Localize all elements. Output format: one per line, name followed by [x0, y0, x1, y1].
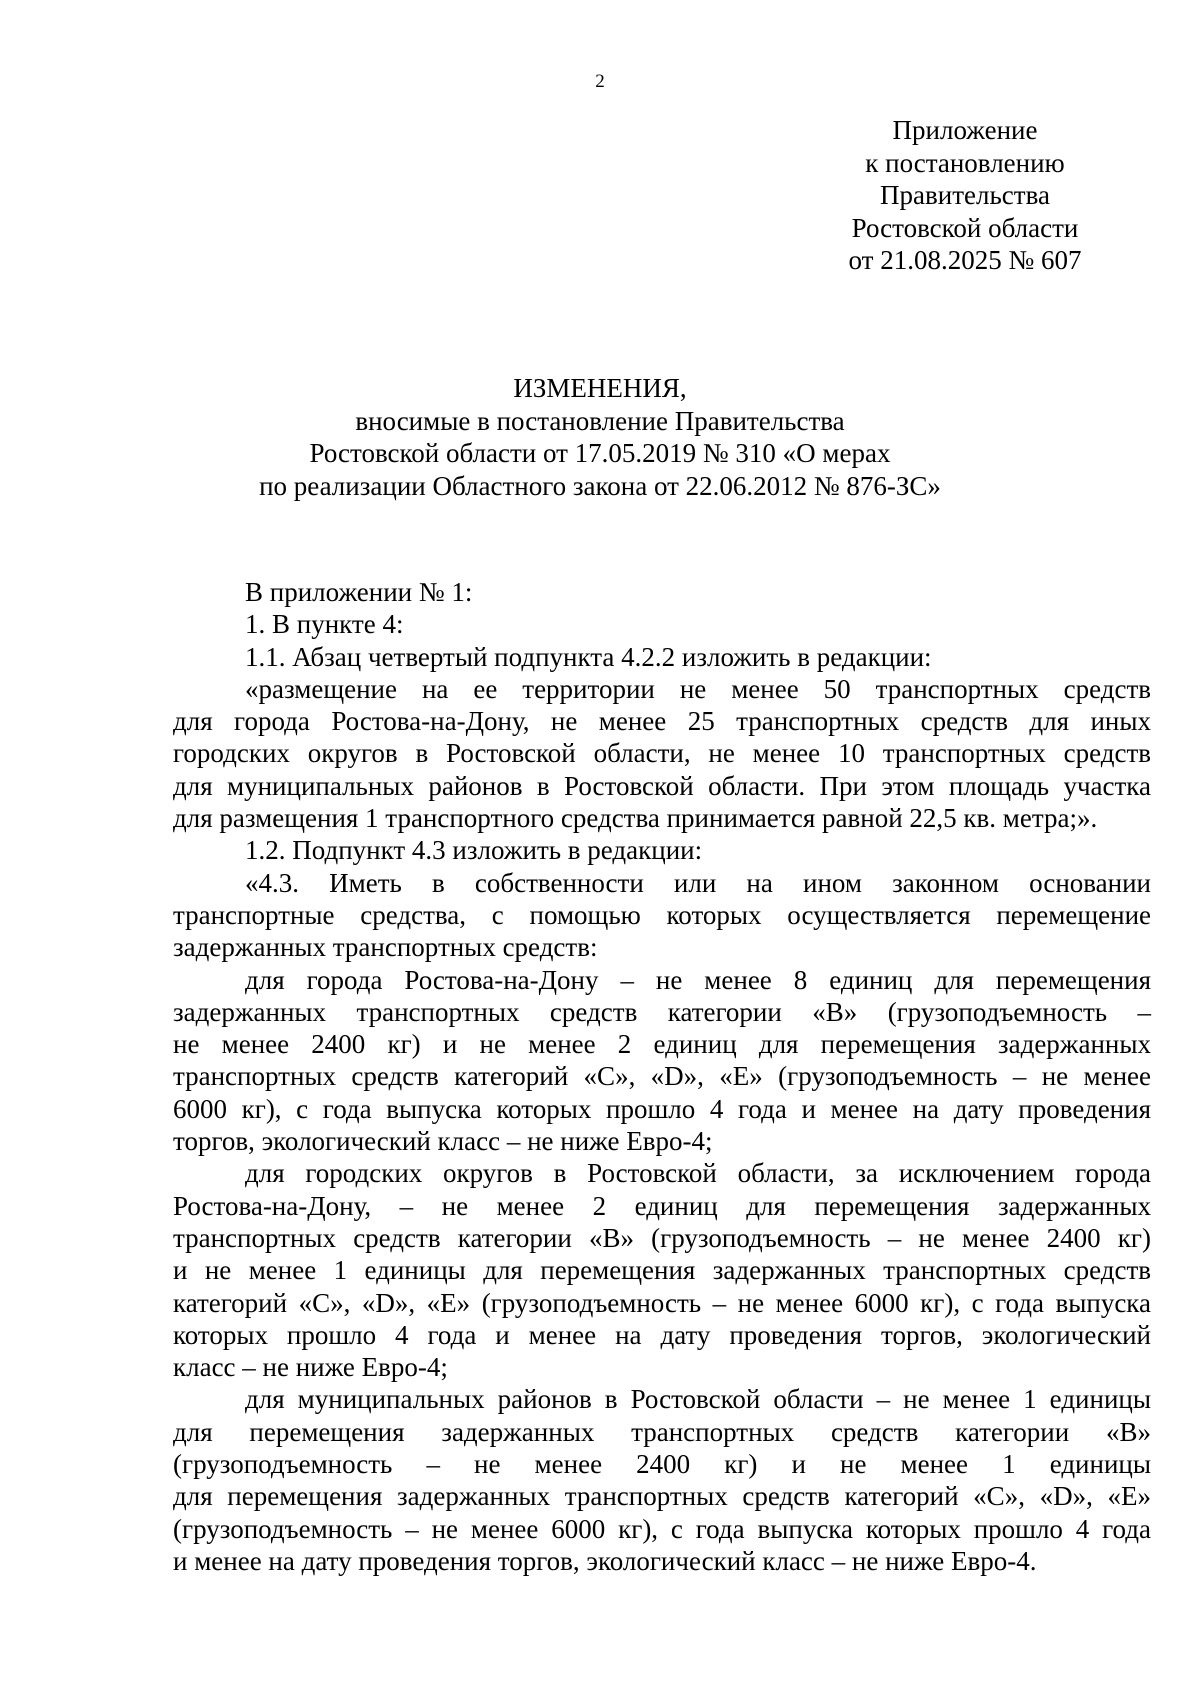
text-line: и менее на дату проведения торгов, экологический класс – не ниже Евро-4.: [173, 1545, 1037, 1576]
text-line: «размещение на ее территории не менее 50 транспортных средств: [245, 673, 1151, 704]
text-line: которых прошло 4 года и менее на дату проведения торгов, экологический: [173, 1319, 1151, 1350]
text-line: «4.3. Иметь в собственности или на ином законном основании: [245, 867, 1151, 898]
paragraph-city-districts: [173, 1157, 1151, 1383]
text-line: для перемещения задержанных транспортных средств категории «В»: [173, 1416, 1151, 1447]
text-line: для размещения 1 транспортного средства принимается равной 22,5 кв. метра;».: [173, 803, 1098, 834]
text-line: для муниципальных районов в Ростовской области. При этом площадь участка: [173, 770, 1151, 801]
appendix-line: Правительства: [880, 180, 1050, 210]
document-title: [0, 372, 1200, 502]
paragraph-quote-placement: [173, 673, 1151, 834]
text-line: для города Ростова-на-Дону – не менее 8 единиц для перемещения: [245, 964, 1151, 995]
text-line: транспортных средств категорий «С», «D», «Е» (грузоподъемность – не менее: [173, 1061, 1151, 1092]
text-line: задержанных транспортных средств категории «В» (грузоподъемность –: [173, 996, 1151, 1027]
text-line: (грузоподъемность – не менее 2400 кг) и не менее 1 единицы: [173, 1449, 1151, 1480]
paragraph-item-1: 1. В пункте 4:: [245, 609, 404, 640]
appendix-block: [800, 114, 1130, 277]
text-line: торгов, экологический класс – не ниже Евро-4;: [173, 1126, 713, 1157]
paragraph-item-1-2: 1.2. Подпункт 4.3 изложить в редакции:: [245, 835, 703, 866]
appendix-line: к постановлению: [865, 147, 1065, 178]
text-line: класс – не ниже Евро-4;: [173, 1352, 448, 1383]
text-line: Ростова-на-Дону, – не менее 2 единиц для перемещения задержанных: [173, 1190, 1151, 1221]
text-line: для перемещения задержанных транспортных средств категорий «С», «D», «Е»: [173, 1481, 1151, 1512]
text-line: транспортные средства, с помощью которых осуществляется перемещение: [173, 899, 1151, 930]
text-line: задержанных транспортных средств:: [173, 932, 598, 963]
paragraph-intro: В приложении № 1:: [245, 577, 473, 607]
paragraph-municipal-districts: [173, 1383, 1151, 1577]
text-line: для города Ростова-на-Дону, не менее 25 транспортных средств для иных: [173, 706, 1151, 737]
paragraph-quote-4-3: [173, 867, 1151, 964]
text-line: (грузоподъемность – не менее 6000 кг), с года выпуска которых прошло 4 года: [173, 1513, 1151, 1544]
page-number: 2: [595, 71, 605, 92]
appendix-line: от 21.08.2025 № 607: [848, 245, 1082, 275]
text-line: и не менее 1 единицы для перемещения задержанных транспортных средств: [173, 1255, 1151, 1286]
text-line: для городских округов в Ростовской области, за исключением города: [245, 1158, 1151, 1189]
appendix-line: Приложение: [892, 115, 1038, 145]
text-line: транспортных средств категории «В» (грузоподъемность – не менее 2400 кг): [173, 1222, 1151, 1253]
text-line: категорий «С», «D», «Е» (грузоподъемность – не менее 6000 кг), с года выпуска: [173, 1287, 1151, 1318]
text-line: городских округов в Ростовской области, не менее 10 транспортных средств: [173, 738, 1151, 769]
paragraph-rostov: [173, 964, 1151, 1158]
title-heading: ИЗМЕНЕНИЯ,: [513, 373, 687, 403]
text-line: для муниципальных районов в Ростовской области – не менее 1 единицы: [245, 1384, 1151, 1415]
appendix-line: Ростовской области: [851, 212, 1079, 243]
paragraph-item-1-1: 1.1. Абзац четвертый подпункта 4.2.2 изложить в редакции:: [245, 641, 932, 672]
title-line: вносимые в постановление Правительства: [355, 405, 845, 436]
title-line: Ростовской области от 17.05.2019 № 310 «О мерах: [309, 438, 891, 468]
document-body: [173, 576, 1151, 1577]
text-line: не менее 2400 кг) и не менее 2 единиц для перемещения задержанных: [173, 1029, 1151, 1060]
title-line: по реализации Областного закона от 22.06.2012 № 876-ЗС»: [259, 470, 941, 501]
text-line: 6000 кг), с года выпуска которых прошло 4 года и менее на дату проведения: [173, 1093, 1151, 1124]
